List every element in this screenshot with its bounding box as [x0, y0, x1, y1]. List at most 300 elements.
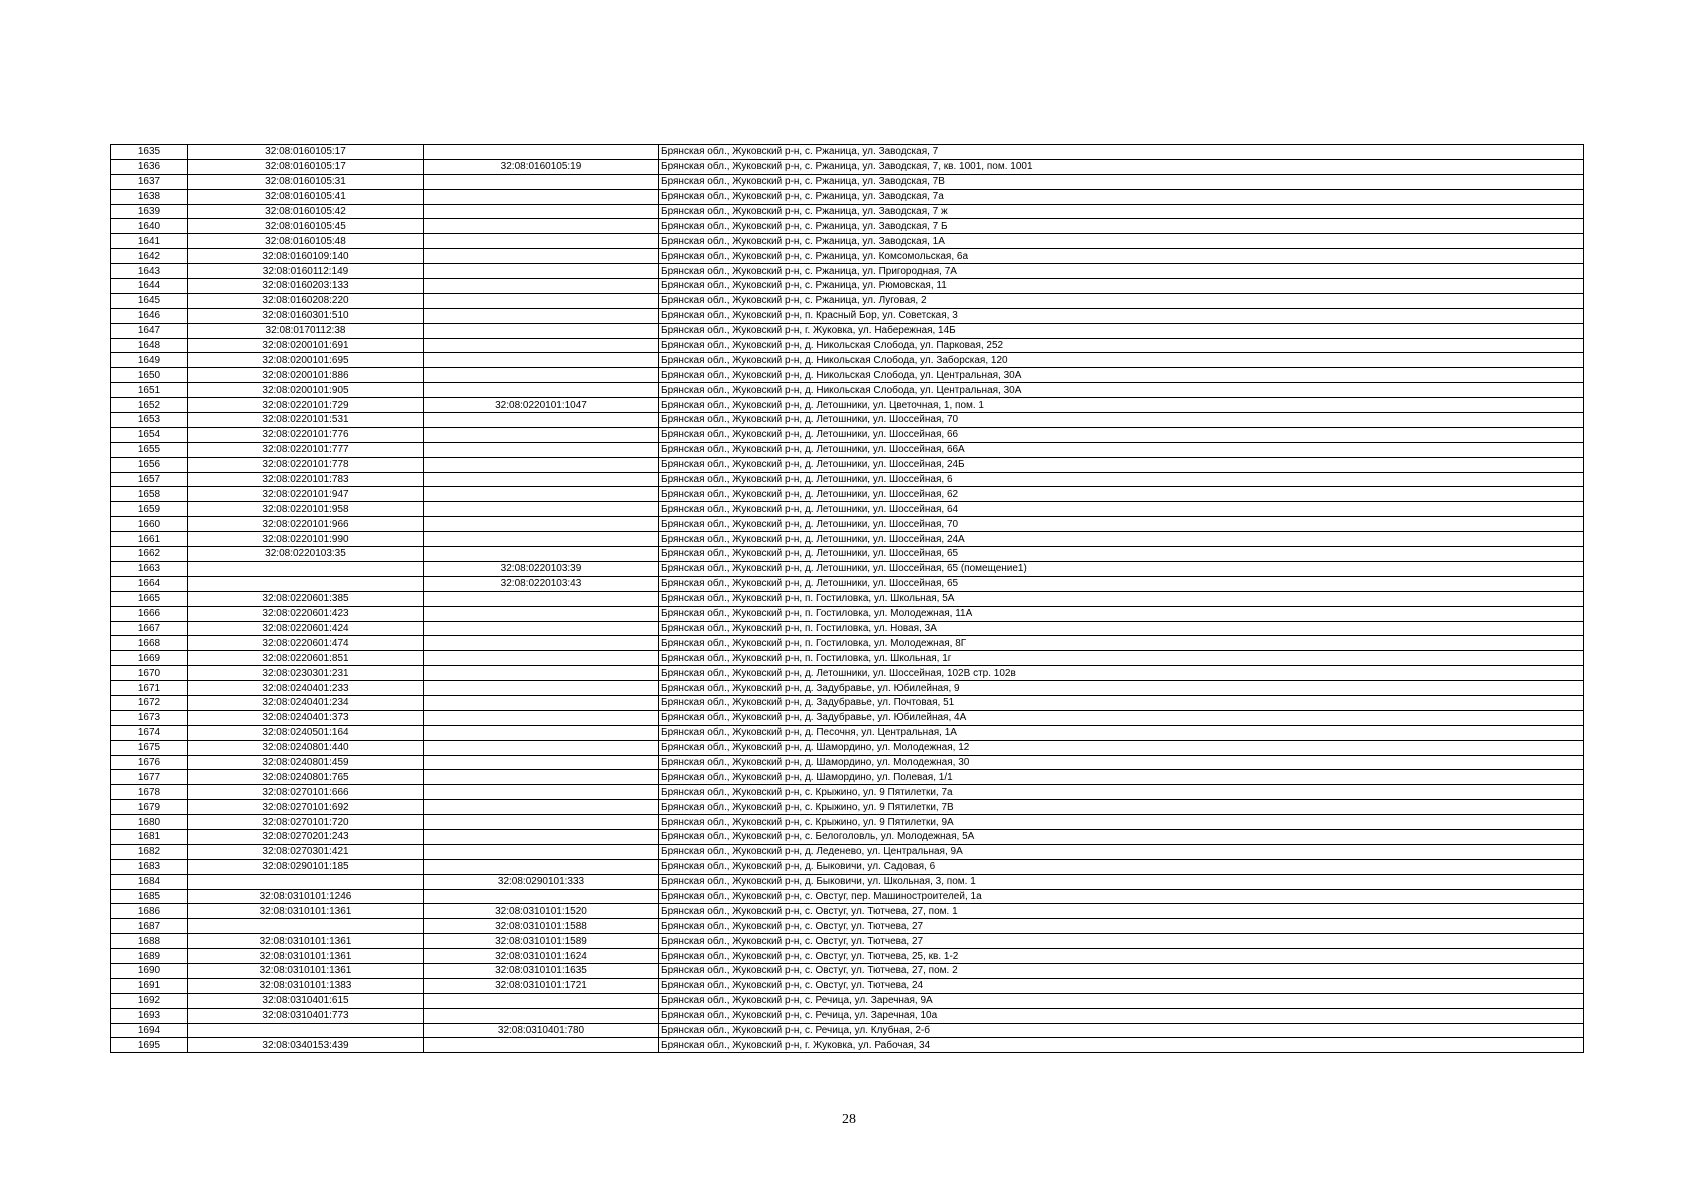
table-row [111, 219, 1584, 234]
table-row [111, 725, 1584, 740]
address-cell: Брянская обл., Жуковский р-н, д. Шамордино, ул. Молодежная, 12 [659, 740, 1584, 755]
land-cadastral-number-cell: 32:08:0160105:45 [188, 219, 424, 234]
table-row [111, 293, 1584, 308]
address-cell: Брянская обл., Жуковский р-н, п. Гостиловка, ул. Школьная, 1г [659, 651, 1584, 666]
table-row [111, 963, 1584, 978]
row-number-cell: 1680 [111, 815, 188, 830]
building-cadastral-number-cell: 32:08:0310101:1520 [424, 904, 659, 919]
row-number-cell: 1663 [111, 561, 188, 576]
address-cell: Брянская обл., Жуковский р-н, д. Никольская Слобода, ул. Заборская, 120 [659, 353, 1584, 368]
building-cadastral-number-cell [424, 547, 659, 562]
land-cadastral-number-cell: 32:08:0220601:424 [188, 621, 424, 636]
table-row [111, 919, 1584, 934]
land-cadastral-number-cell: 32:08:0220101:783 [188, 472, 424, 487]
building-cadastral-number-cell [424, 249, 659, 264]
building-cadastral-number-cell: 32:08:0220101:1047 [424, 398, 659, 413]
row-number-cell: 1654 [111, 427, 188, 442]
row-number-cell: 1661 [111, 532, 188, 547]
building-cadastral-number-cell [424, 145, 659, 160]
row-number-cell: 1665 [111, 591, 188, 606]
land-cadastral-number-cell: 32:08:0160105:41 [188, 189, 424, 204]
land-cadastral-number-cell [188, 576, 424, 591]
row-number-cell: 1653 [111, 413, 188, 428]
building-cadastral-number-cell [424, 293, 659, 308]
table-row [111, 874, 1584, 889]
row-number-cell: 1666 [111, 606, 188, 621]
table-row [111, 829, 1584, 844]
table-row [111, 621, 1584, 636]
building-cadastral-number-cell: 32:08:0310101:1624 [424, 949, 659, 964]
table-row [111, 264, 1584, 279]
table-row [111, 740, 1584, 755]
land-cadastral-number-cell: 32:08:0270201:243 [188, 829, 424, 844]
address-cell: Брянская обл., Жуковский р-н, д. Летошники, ул. Шоссейная, 24А [659, 532, 1584, 547]
building-cadastral-number-cell [424, 368, 659, 383]
row-number-cell: 1641 [111, 234, 188, 249]
table-row [111, 323, 1584, 338]
building-cadastral-number-cell [424, 829, 659, 844]
land-cadastral-number-cell: 32:08:0200101:691 [188, 338, 424, 353]
building-cadastral-number-cell [424, 532, 659, 547]
land-cadastral-number-cell: 32:08:0200101:905 [188, 383, 424, 398]
land-cadastral-number-cell: 32:08:0220103:35 [188, 547, 424, 562]
row-number-cell: 1671 [111, 681, 188, 696]
land-cadastral-number-cell: 32:08:0220101:777 [188, 442, 424, 457]
address-cell: Брянская обл., Жуковский р-н, с. Ржаница, ул. Пригородная, 7А [659, 264, 1584, 279]
table-row [111, 234, 1584, 249]
address-cell: Брянская обл., Жуковский р-н, д. Летошники, ул. Шоссейная, 65 (помещение1) [659, 561, 1584, 576]
building-cadastral-number-cell: 32:08:0160105:19 [424, 159, 659, 174]
address-cell: Брянская обл., Жуковский р-н, с. Ржаница, ул. Заводская, 7 [659, 145, 1584, 160]
address-cell: Брянская обл., Жуковский р-н, п. Гостиловка, ул. Молодежная, 8Г [659, 636, 1584, 651]
row-number-cell: 1637 [111, 174, 188, 189]
building-cadastral-number-cell [424, 770, 659, 785]
address-cell: Брянская обл., Жуковский р-н, с. Овстуг, ул. Тютчева, 25, кв. 1-2 [659, 949, 1584, 964]
building-cadastral-number-cell [424, 264, 659, 279]
land-cadastral-number-cell: 32:08:0160105:17 [188, 159, 424, 174]
land-cadastral-number-cell: 32:08:0240801:459 [188, 755, 424, 770]
row-number-cell: 1647 [111, 323, 188, 338]
address-cell: Брянская обл., Жуковский р-н, д. Задубравье, ул. Юбилейная, 9 [659, 681, 1584, 696]
table-row [111, 695, 1584, 710]
land-cadastral-number-cell: 32:08:0240801:765 [188, 770, 424, 785]
table-row [111, 487, 1584, 502]
land-cadastral-number-cell: 32:08:0220601:385 [188, 591, 424, 606]
land-cadastral-number-cell [188, 874, 424, 889]
address-cell: Брянская обл., Жуковский р-н, с. Речица, ул. Клубная, 2-б [659, 1023, 1584, 1038]
row-number-cell: 1676 [111, 755, 188, 770]
address-cell: Брянская обл., Жуковский р-н, д. Летошники, ул. Шоссейная, 66 [659, 427, 1584, 442]
table-row [111, 591, 1584, 606]
table-row [111, 353, 1584, 368]
table-row [111, 785, 1584, 800]
row-number-cell: 1651 [111, 383, 188, 398]
row-number-cell: 1657 [111, 472, 188, 487]
building-cadastral-number-cell [424, 1008, 659, 1023]
address-cell: Брянская обл., Жуковский р-н, д. Летошники, ул. Шоссейная, 6 [659, 472, 1584, 487]
building-cadastral-number-cell [424, 621, 659, 636]
building-cadastral-number-cell [424, 472, 659, 487]
address-cell: Брянская обл., Жуковский р-н, д. Задубравье, ул. Почтовая, 51 [659, 695, 1584, 710]
address-cell: Брянская обл., Жуковский р-н, с. Овстуг, ул. Тютчева, 27, пом. 1 [659, 904, 1584, 919]
address-cell: Брянская обл., Жуковский р-н, с. Крыжино, ул. 9 Пятилетки, 7В [659, 800, 1584, 815]
address-cell: Брянская обл., Жуковский р-н, с. Ржаница, ул. Заводская, 7, кв. 1001, пом. 1001 [659, 159, 1584, 174]
land-cadastral-number-cell: 32:08:0310401:615 [188, 993, 424, 1008]
building-cadastral-number-cell [424, 755, 659, 770]
row-number-cell: 1636 [111, 159, 188, 174]
row-number-cell: 1652 [111, 398, 188, 413]
building-cadastral-number-cell [424, 889, 659, 904]
row-number-cell: 1688 [111, 934, 188, 949]
building-cadastral-number-cell: 32:08:0310101:1588 [424, 919, 659, 934]
row-number-cell: 1638 [111, 189, 188, 204]
address-cell: Брянская обл., Жуковский р-н, д. Летошники, ул. Шоссейная, 102В стр. 102в [659, 666, 1584, 681]
address-cell: Брянская обл., Жуковский р-н, д. Летошники, ул. Шоссейная, 65 [659, 547, 1584, 562]
address-cell: Брянская обл., Жуковский р-н, с. Ржаница, ул. Рюмовская, 11 [659, 279, 1584, 294]
land-cadastral-number-cell: 32:08:0160203:133 [188, 279, 424, 294]
row-number-cell: 1642 [111, 249, 188, 264]
table-row [111, 993, 1584, 1008]
row-number-cell: 1692 [111, 993, 188, 1008]
building-cadastral-number-cell [424, 993, 659, 1008]
land-cadastral-number-cell: 32:08:0310101:1361 [188, 904, 424, 919]
row-number-cell: 1662 [111, 547, 188, 562]
building-cadastral-number-cell [424, 844, 659, 859]
row-number-cell: 1672 [111, 695, 188, 710]
building-cadastral-number-cell [424, 859, 659, 874]
row-number-cell: 1685 [111, 889, 188, 904]
land-cadastral-number-cell: 32:08:0290101:185 [188, 859, 424, 874]
row-number-cell: 1690 [111, 963, 188, 978]
row-number-cell: 1656 [111, 457, 188, 472]
table-row [111, 859, 1584, 874]
address-cell: Брянская обл., Жуковский р-н, д. Летошники, ул. Шоссейная, 64 [659, 502, 1584, 517]
row-number-cell: 1664 [111, 576, 188, 591]
land-cadastral-number-cell: 32:08:0310101:1246 [188, 889, 424, 904]
address-cell: Брянская обл., Жуковский р-н, д. Летошники, ул. Цветочная, 1, пом. 1 [659, 398, 1584, 413]
address-cell: Брянская обл., Жуковский р-н, д. Никольская Слобода, ул. Парковая, 252 [659, 338, 1584, 353]
building-cadastral-number-cell [424, 457, 659, 472]
building-cadastral-number-cell: 32:08:0310101:1589 [424, 934, 659, 949]
address-cell: Брянская обл., Жуковский р-н, с. Речица, ул. Заречная, 10а [659, 1008, 1584, 1023]
table-row [111, 189, 1584, 204]
table-row [111, 904, 1584, 919]
table-row [111, 576, 1584, 591]
row-number-cell: 1646 [111, 308, 188, 323]
land-cadastral-number-cell: 32:08:0220101:778 [188, 457, 424, 472]
table-row [111, 1023, 1584, 1038]
address-cell: Брянская обл., Жуковский р-н, с. Белоголовль, ул. Молодежная, 5А [659, 829, 1584, 844]
building-cadastral-number-cell [424, 1038, 659, 1053]
land-cadastral-number-cell: 32:08:0200101:695 [188, 353, 424, 368]
land-cadastral-number-cell: 32:08:0220101:958 [188, 502, 424, 517]
land-cadastral-number-cell: 32:08:0220101:990 [188, 532, 424, 547]
row-number-cell: 1691 [111, 978, 188, 993]
land-cadastral-number-cell: 32:08:0310101:1361 [188, 934, 424, 949]
land-cadastral-number-cell: 32:08:0220101:966 [188, 517, 424, 532]
table-row [111, 1008, 1584, 1023]
address-cell: Брянская обл., Жуковский р-н, с. Овстуг, пер. Машиностроителей, 1а [659, 889, 1584, 904]
table-row [111, 800, 1584, 815]
row-number-cell: 1682 [111, 844, 188, 859]
building-cadastral-number-cell [424, 740, 659, 755]
building-cadastral-number-cell [424, 487, 659, 502]
row-number-cell: 1693 [111, 1008, 188, 1023]
table-row [111, 174, 1584, 189]
table-row [111, 934, 1584, 949]
address-cell: Брянская обл., Жуковский р-н, с. Овстуг, ул. Тютчева, 24 [659, 978, 1584, 993]
row-number-cell: 1673 [111, 710, 188, 725]
row-number-cell: 1677 [111, 770, 188, 785]
row-number-cell: 1681 [111, 829, 188, 844]
land-cadastral-number-cell: 32:08:0310401:773 [188, 1008, 424, 1023]
address-cell: Брянская обл., Жуковский р-н, п. Красный Бор, ул. Советская, 3 [659, 308, 1584, 323]
land-cadastral-number-cell: 32:08:0160105:31 [188, 174, 424, 189]
building-cadastral-number-cell [424, 323, 659, 338]
address-cell: Брянская обл., Жуковский р-н, п. Гостиловка, ул. Молодежная, 11А [659, 606, 1584, 621]
table-row [111, 710, 1584, 725]
building-cadastral-number-cell [424, 591, 659, 606]
land-cadastral-number-cell: 32:08:0240801:440 [188, 740, 424, 755]
row-number-cell: 1667 [111, 621, 188, 636]
table-row [111, 844, 1584, 859]
land-cadastral-number-cell: 32:08:0160105:42 [188, 204, 424, 219]
table-row [111, 338, 1584, 353]
land-cadastral-number-cell: 32:08:0160208:220 [188, 293, 424, 308]
address-cell: Брянская обл., Жуковский р-н, с. Крыжино, ул. 9 Пятилетки, 7а [659, 785, 1584, 800]
row-number-cell: 1686 [111, 904, 188, 919]
land-cadastral-number-cell: 32:08:0160105:48 [188, 234, 424, 249]
table-row [111, 949, 1584, 964]
table-body [111, 145, 1584, 1053]
address-cell: Брянская обл., Жуковский р-н, д. Шамордино, ул. Полевая, 1/1 [659, 770, 1584, 785]
building-cadastral-number-cell [424, 800, 659, 815]
table-row [111, 502, 1584, 517]
building-cadastral-number-cell [424, 725, 659, 740]
address-cell: Брянская обл., Жуковский р-н, д. Летошники, ул. Шоссейная, 24Б [659, 457, 1584, 472]
property-table [110, 144, 1584, 1053]
building-cadastral-number-cell [424, 695, 659, 710]
address-cell: Брянская обл., Жуковский р-н, с. Ржаница, ул. Заводская, 7 ж [659, 204, 1584, 219]
row-number-cell: 1675 [111, 740, 188, 755]
table-row [111, 651, 1584, 666]
building-cadastral-number-cell [424, 413, 659, 428]
row-number-cell: 1674 [111, 725, 188, 740]
building-cadastral-number-cell: 32:08:0220103:39 [424, 561, 659, 576]
address-cell: Брянская обл., Жуковский р-н, с. Ржаница, ул. Заводская, 7 Б [659, 219, 1584, 234]
row-number-cell: 1695 [111, 1038, 188, 1053]
table-row [111, 532, 1584, 547]
table-row [111, 398, 1584, 413]
row-number-cell: 1645 [111, 293, 188, 308]
row-number-cell: 1643 [111, 264, 188, 279]
table-row [111, 755, 1584, 770]
building-cadastral-number-cell [424, 279, 659, 294]
address-cell: Брянская обл., Жуковский р-н, д. Шамордино, ул. Молодежная, 30 [659, 755, 1584, 770]
table-row [111, 427, 1584, 442]
land-cadastral-number-cell: 32:08:0310101:1361 [188, 949, 424, 964]
land-cadastral-number-cell: 32:08:0270101:720 [188, 815, 424, 830]
land-cadastral-number-cell: 32:08:0160301:510 [188, 308, 424, 323]
land-cadastral-number-cell: 32:08:0220101:776 [188, 427, 424, 442]
address-cell: Брянская обл., Жуковский р-н, с. Овстуг, ул. Тютчева, 27 [659, 934, 1584, 949]
row-number-cell: 1670 [111, 666, 188, 681]
address-cell: Брянская обл., Жуковский р-н, д. Летошники, ул. Шоссейная, 65 [659, 576, 1584, 591]
building-cadastral-number-cell [424, 636, 659, 651]
land-cadastral-number-cell: 32:08:0270301:421 [188, 844, 424, 859]
building-cadastral-number-cell [424, 383, 659, 398]
land-cadastral-number-cell: 32:08:0230301:231 [188, 666, 424, 681]
table-row [111, 889, 1584, 904]
building-cadastral-number-cell [424, 308, 659, 323]
land-cadastral-number-cell: 32:08:0220101:729 [188, 398, 424, 413]
land-cadastral-number-cell: 32:08:0270101:666 [188, 785, 424, 800]
address-cell: Брянская обл., Жуковский р-н, с. Ржаница, ул. Заводская, 1А [659, 234, 1584, 249]
land-cadastral-number-cell: 32:08:0310101:1361 [188, 963, 424, 978]
land-cadastral-number-cell: 32:08:0240401:233 [188, 681, 424, 696]
building-cadastral-number-cell [424, 502, 659, 517]
table-row [111, 472, 1584, 487]
row-number-cell: 1668 [111, 636, 188, 651]
land-cadastral-number-cell [188, 561, 424, 576]
table-row [111, 1038, 1584, 1053]
land-cadastral-number-cell [188, 919, 424, 934]
building-cadastral-number-cell [424, 606, 659, 621]
building-cadastral-number-cell [424, 204, 659, 219]
row-number-cell: 1660 [111, 517, 188, 532]
table-row [111, 770, 1584, 785]
row-number-cell: 1659 [111, 502, 188, 517]
table-row [111, 681, 1584, 696]
row-number-cell: 1650 [111, 368, 188, 383]
land-cadastral-number-cell: 32:08:0160105:17 [188, 145, 424, 160]
address-cell: Брянская обл., Жуковский р-н, д. Никольская Слобода, ул. Центральная, 30А [659, 368, 1584, 383]
land-cadastral-number-cell: 32:08:0200101:886 [188, 368, 424, 383]
building-cadastral-number-cell [424, 427, 659, 442]
table-row [111, 383, 1584, 398]
address-cell: Брянская обл., Жуковский р-н, п. Гостиловка, ул. Школьная, 5А [659, 591, 1584, 606]
land-cadastral-number-cell [188, 1023, 424, 1038]
address-cell: Брянская обл., Жуковский р-н, д. Задубравье, ул. Юбилейная, 4А [659, 710, 1584, 725]
address-cell: Брянская обл., Жуковский р-н, г. Жуковка, ул. Рабочая, 34 [659, 1038, 1584, 1053]
building-cadastral-number-cell [424, 353, 659, 368]
land-cadastral-number-cell: 32:08:0240401:234 [188, 695, 424, 710]
building-cadastral-number-cell [424, 517, 659, 532]
building-cadastral-number-cell [424, 710, 659, 725]
address-cell: Брянская обл., Жуковский р-н, д. Летошники, ул. Шоссейная, 70 [659, 413, 1584, 428]
table-row [111, 457, 1584, 472]
land-cadastral-number-cell: 32:08:0310101:1383 [188, 978, 424, 993]
building-cadastral-number-cell: 32:08:0310401:780 [424, 1023, 659, 1038]
land-cadastral-number-cell: 32:08:0220601:423 [188, 606, 424, 621]
table-row [111, 413, 1584, 428]
row-number-cell: 1694 [111, 1023, 188, 1038]
address-cell: Брянская обл., Жуковский р-н, с. Овстуг, ул. Тютчева, 27 [659, 919, 1584, 934]
address-cell: Брянская обл., Жуковский р-н, д. Летошники, ул. Шоссейная, 62 [659, 487, 1584, 502]
row-number-cell: 1648 [111, 338, 188, 353]
table-row [111, 636, 1584, 651]
building-cadastral-number-cell: 32:08:0310101:1635 [424, 963, 659, 978]
row-number-cell: 1689 [111, 949, 188, 964]
row-number-cell: 1639 [111, 204, 188, 219]
address-cell: Брянская обл., Жуковский р-н, с. Ржаница, ул. Комсомольская, 6а [659, 249, 1584, 264]
address-cell: Брянская обл., Жуковский р-н, д. Песочня, ул. Центральная, 1А [659, 725, 1584, 740]
building-cadastral-number-cell [424, 338, 659, 353]
land-cadastral-number-cell: 32:08:0220601:474 [188, 636, 424, 651]
land-cadastral-number-cell: 32:08:0220101:947 [188, 487, 424, 502]
building-cadastral-number-cell [424, 219, 659, 234]
building-cadastral-number-cell [424, 681, 659, 696]
building-cadastral-number-cell: 32:08:0220103:43 [424, 576, 659, 591]
land-cadastral-number-cell: 32:08:0160109:140 [188, 249, 424, 264]
building-cadastral-number-cell [424, 442, 659, 457]
address-cell: Брянская обл., Жуковский р-н, с. Ржаница, ул. Заводская, 7В [659, 174, 1584, 189]
building-cadastral-number-cell: 32:08:0290101:333 [424, 874, 659, 889]
row-number-cell: 1655 [111, 442, 188, 457]
table-row [111, 279, 1584, 294]
row-number-cell: 1640 [111, 219, 188, 234]
land-cadastral-number-cell: 32:08:0170112:38 [188, 323, 424, 338]
table-row [111, 815, 1584, 830]
table-row [111, 442, 1584, 457]
building-cadastral-number-cell [424, 815, 659, 830]
row-number-cell: 1658 [111, 487, 188, 502]
land-cadastral-number-cell: 32:08:0340153:439 [188, 1038, 424, 1053]
table-row [111, 547, 1584, 562]
address-cell: Брянская обл., Жуковский р-н, с. Овстуг, ул. Тютчева, 27, пом. 2 [659, 963, 1584, 978]
row-number-cell: 1644 [111, 279, 188, 294]
land-cadastral-number-cell: 32:08:0220601:851 [188, 651, 424, 666]
row-number-cell: 1684 [111, 874, 188, 889]
building-cadastral-number-cell [424, 234, 659, 249]
address-cell: Брянская обл., Жуковский р-н, д. Быковичи, ул. Школьная, 3, пом. 1 [659, 874, 1584, 889]
address-cell: Брянская обл., Жуковский р-н, с. Крыжино, ул. 9 Пятилетки, 9А [659, 815, 1584, 830]
table-row [111, 368, 1584, 383]
address-cell: Брянская обл., Жуковский р-н, д. Летошники, ул. Шоссейная, 70 [659, 517, 1584, 532]
row-number-cell: 1683 [111, 859, 188, 874]
row-number-cell: 1669 [111, 651, 188, 666]
table-row [111, 308, 1584, 323]
table-row [111, 249, 1584, 264]
building-cadastral-number-cell [424, 785, 659, 800]
table-row [111, 606, 1584, 621]
building-cadastral-number-cell [424, 666, 659, 681]
table-row [111, 561, 1584, 576]
page-number: 28 [842, 1112, 856, 1127]
row-number-cell: 1649 [111, 353, 188, 368]
land-cadastral-number-cell: 32:08:0270101:692 [188, 800, 424, 815]
building-cadastral-number-cell [424, 189, 659, 204]
building-cadastral-number-cell: 32:08:0310101:1721 [424, 978, 659, 993]
address-cell: Брянская обл., Жуковский р-н, с. Речица, ул. Заречная, 9А [659, 993, 1584, 1008]
row-number-cell: 1687 [111, 919, 188, 934]
table-row [111, 204, 1584, 219]
table-row [111, 145, 1584, 160]
address-cell: Брянская обл., Жуковский р-н, д. Летошники, ул. Шоссейная, 66А [659, 442, 1584, 457]
building-cadastral-number-cell [424, 174, 659, 189]
address-cell: Брянская обл., Жуковский р-н, г. Жуковка, ул. Набережная, 14Б [659, 323, 1584, 338]
address-cell: Брянская обл., Жуковский р-н, д. Быковичи, ул. Садовая, 6 [659, 859, 1584, 874]
table-row [111, 517, 1584, 532]
land-cadastral-number-cell: 32:08:0240401:373 [188, 710, 424, 725]
table-row [111, 978, 1584, 993]
land-cadastral-number-cell: 32:08:0220101:531 [188, 413, 424, 428]
land-cadastral-number-cell: 32:08:0160112:149 [188, 264, 424, 279]
address-cell: Брянская обл., Жуковский р-н, с. Ржаница, ул. Заводская, 7а [659, 189, 1584, 204]
table-row [111, 666, 1584, 681]
address-cell: Брянская обл., Жуковский р-н, д. Леденево, ул. Центральная, 9А [659, 844, 1584, 859]
address-cell: Брянская обл., Жуковский р-н, д. Никольская Слобода, ул. Центральная, 30А [659, 383, 1584, 398]
